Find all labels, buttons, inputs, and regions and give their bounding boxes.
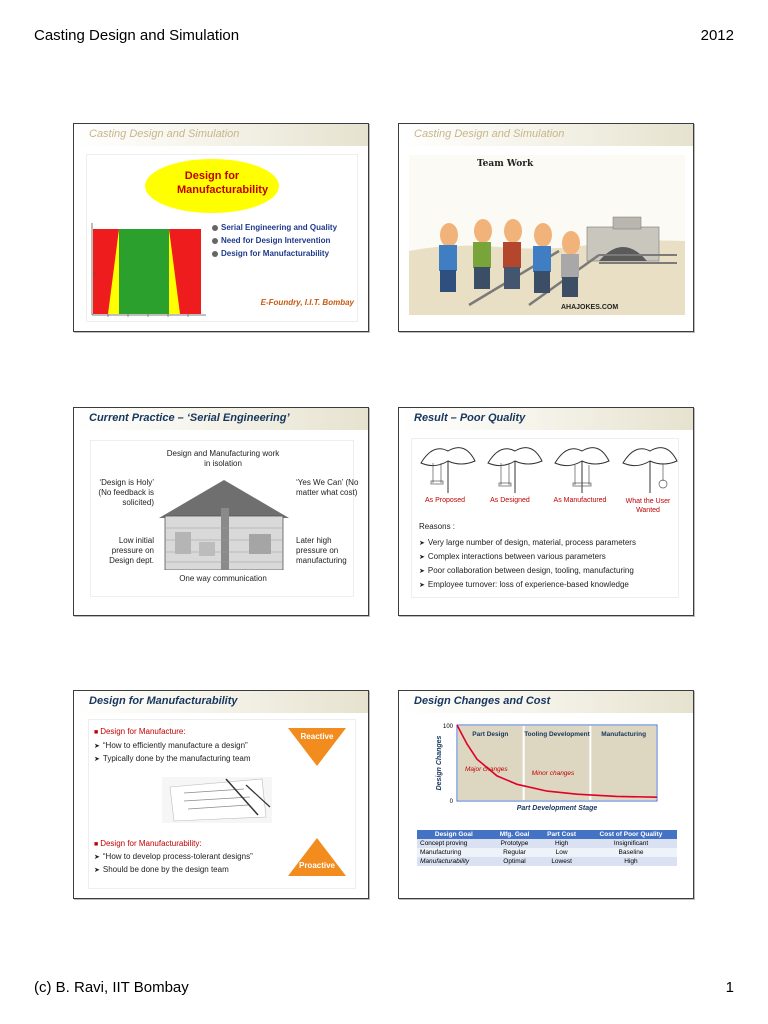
team-work-cartoon: [409, 155, 685, 315]
tree-label: As Proposed: [424, 497, 466, 504]
proactive-label: Proactive: [298, 861, 336, 870]
tree-label: As Manufactured: [553, 497, 607, 504]
slide-team-work-cartoon: [398, 123, 694, 332]
table-row: [417, 857, 677, 866]
dfm-top-item: ➤ “How to efficiently manufacture a design”: [94, 741, 248, 750]
slide-header-title: Design Changes and Cost: [414, 695, 551, 707]
slide-design-changes-cost: [398, 690, 694, 899]
page-header-title: Casting Design and Simulation: [34, 27, 240, 44]
reason-item: ➤ Complex interactions between various parameters: [419, 552, 606, 561]
table-cell: Concept proving: [417, 839, 491, 848]
region-label: Manufacturing: [601, 731, 647, 738]
cartoon-caption: Team Work: [477, 159, 534, 169]
reason-item: ➤ Poor collaboration between design, tooling, manufacturing: [419, 566, 634, 575]
slide-header-title: Result – Poor Quality: [414, 412, 526, 424]
page-header-year: 2012: [700, 27, 734, 44]
region-label: Tooling Development: [524, 731, 590, 738]
table-cell: Baseline: [585, 848, 677, 857]
table-row: [417, 839, 677, 848]
dfm-bottom-item: ➤ “How to develop process-tolerant designs”: [94, 852, 253, 861]
dfm-bottom-heading: ■ Design for Manufacturability:: [94, 839, 202, 848]
reactive-label: Reactive: [300, 732, 334, 741]
tree-label: What the User Wanted: [625, 498, 671, 514]
table-cell: Manufacturability: [417, 857, 491, 866]
table-cell: Lowest: [538, 857, 585, 866]
y-tick-label: 100: [442, 724, 453, 730]
page-footer-credit: (c) B. Ravi, IIT Bombay: [34, 979, 189, 996]
table-header-row: [417, 830, 677, 839]
design-changes-chart: [405, 717, 687, 825]
quality-band-diagram: [88, 219, 208, 319]
bullet-item: Serial Engineering and Quality: [212, 223, 337, 232]
design-cost-table: [417, 830, 677, 866]
caption-left-top: ‘Design is Holy’ (No feedback is solicited): [98, 478, 154, 507]
caption-center-top: Design and Manufacturing work in isolation: [166, 449, 280, 468]
table-cell: Regular: [491, 848, 539, 857]
reason-item: ➤ Very large number of design, material, process parameters: [419, 538, 636, 547]
reason-item: ➤ Employee turnover: loss of experience-based knowledge: [419, 580, 629, 589]
wall-illustration: [159, 478, 289, 570]
reasons-title: Reasons :: [419, 522, 456, 531]
column-header: Mfg. Goal: [491, 830, 539, 839]
slide-dfm-reactive-proactive: [73, 690, 369, 899]
slide-header-title: Casting Design and Simulation: [89, 128, 240, 140]
dfm-bottom-item: ➤ Should be done by the design team: [94, 865, 229, 874]
table-cell: Insignificant: [585, 839, 677, 848]
slide-header-title: Casting Design and Simulation: [414, 128, 565, 140]
slide-poor-quality: [398, 407, 694, 616]
bullet-item: Need for Design Intervention: [212, 236, 330, 245]
table-cell: Low: [538, 848, 585, 857]
dfm-top-item: ➤ Typically done by the manufacturing team: [94, 754, 251, 763]
dfm-top-heading: ■ Design for Manufacture:: [94, 727, 186, 736]
table-cell: Manufacturing: [417, 848, 491, 857]
tree-swing-cartoon: [413, 437, 683, 495]
slide-serial-engineering: [73, 407, 369, 616]
column-header: Design Goal: [417, 830, 491, 839]
column-header: Part Cost: [538, 830, 585, 839]
annotation-minor-changes: Minor changes: [531, 770, 575, 777]
page-number: 1: [725, 979, 734, 996]
table-cell: Prototype: [491, 839, 539, 848]
column-header: Cost of Poor Quality: [585, 830, 677, 839]
caption-right-top: ‘Yes We Can’ (No matter what cost): [296, 478, 359, 497]
cartoon-credit: AHAJOKES.COM: [561, 304, 619, 311]
title-ellipse-text: Design for Manufacturability: [177, 170, 269, 196]
table-cell: High: [585, 857, 677, 866]
table-cell: High: [538, 839, 585, 848]
slide-design-for-manufacturability-intro: [73, 123, 369, 332]
y-tick-label: 0: [449, 799, 453, 805]
bullet-item: Design for Manufacturability: [212, 249, 329, 258]
caption-center-bottom: One way communication: [179, 574, 267, 583]
annotation-major-changes: Major changes: [465, 766, 508, 773]
slide-header-title: Current Practice – ‘Serial Engineering’: [89, 412, 290, 424]
table-row: [417, 848, 677, 857]
caption-left-bottom: Low initial pressure on Design dept.: [109, 536, 154, 565]
slide-header-title: Design for Manufacturability: [89, 695, 238, 707]
proactive-up-triangle: [288, 838, 346, 876]
y-axis-label: Design Changes: [436, 735, 443, 791]
x-axis-label: Part Development Stage: [516, 805, 598, 812]
region-label: Part Design: [472, 731, 509, 738]
tree-label: As Designed: [490, 497, 530, 504]
table-cell: Optimal: [491, 857, 539, 866]
slide-credit: E-Foundry, I.I.T. Bombay: [260, 298, 354, 307]
caption-right-bottom: Later high pressure on manufacturing: [296, 536, 347, 565]
design-behaviour-photo: [162, 777, 272, 823]
